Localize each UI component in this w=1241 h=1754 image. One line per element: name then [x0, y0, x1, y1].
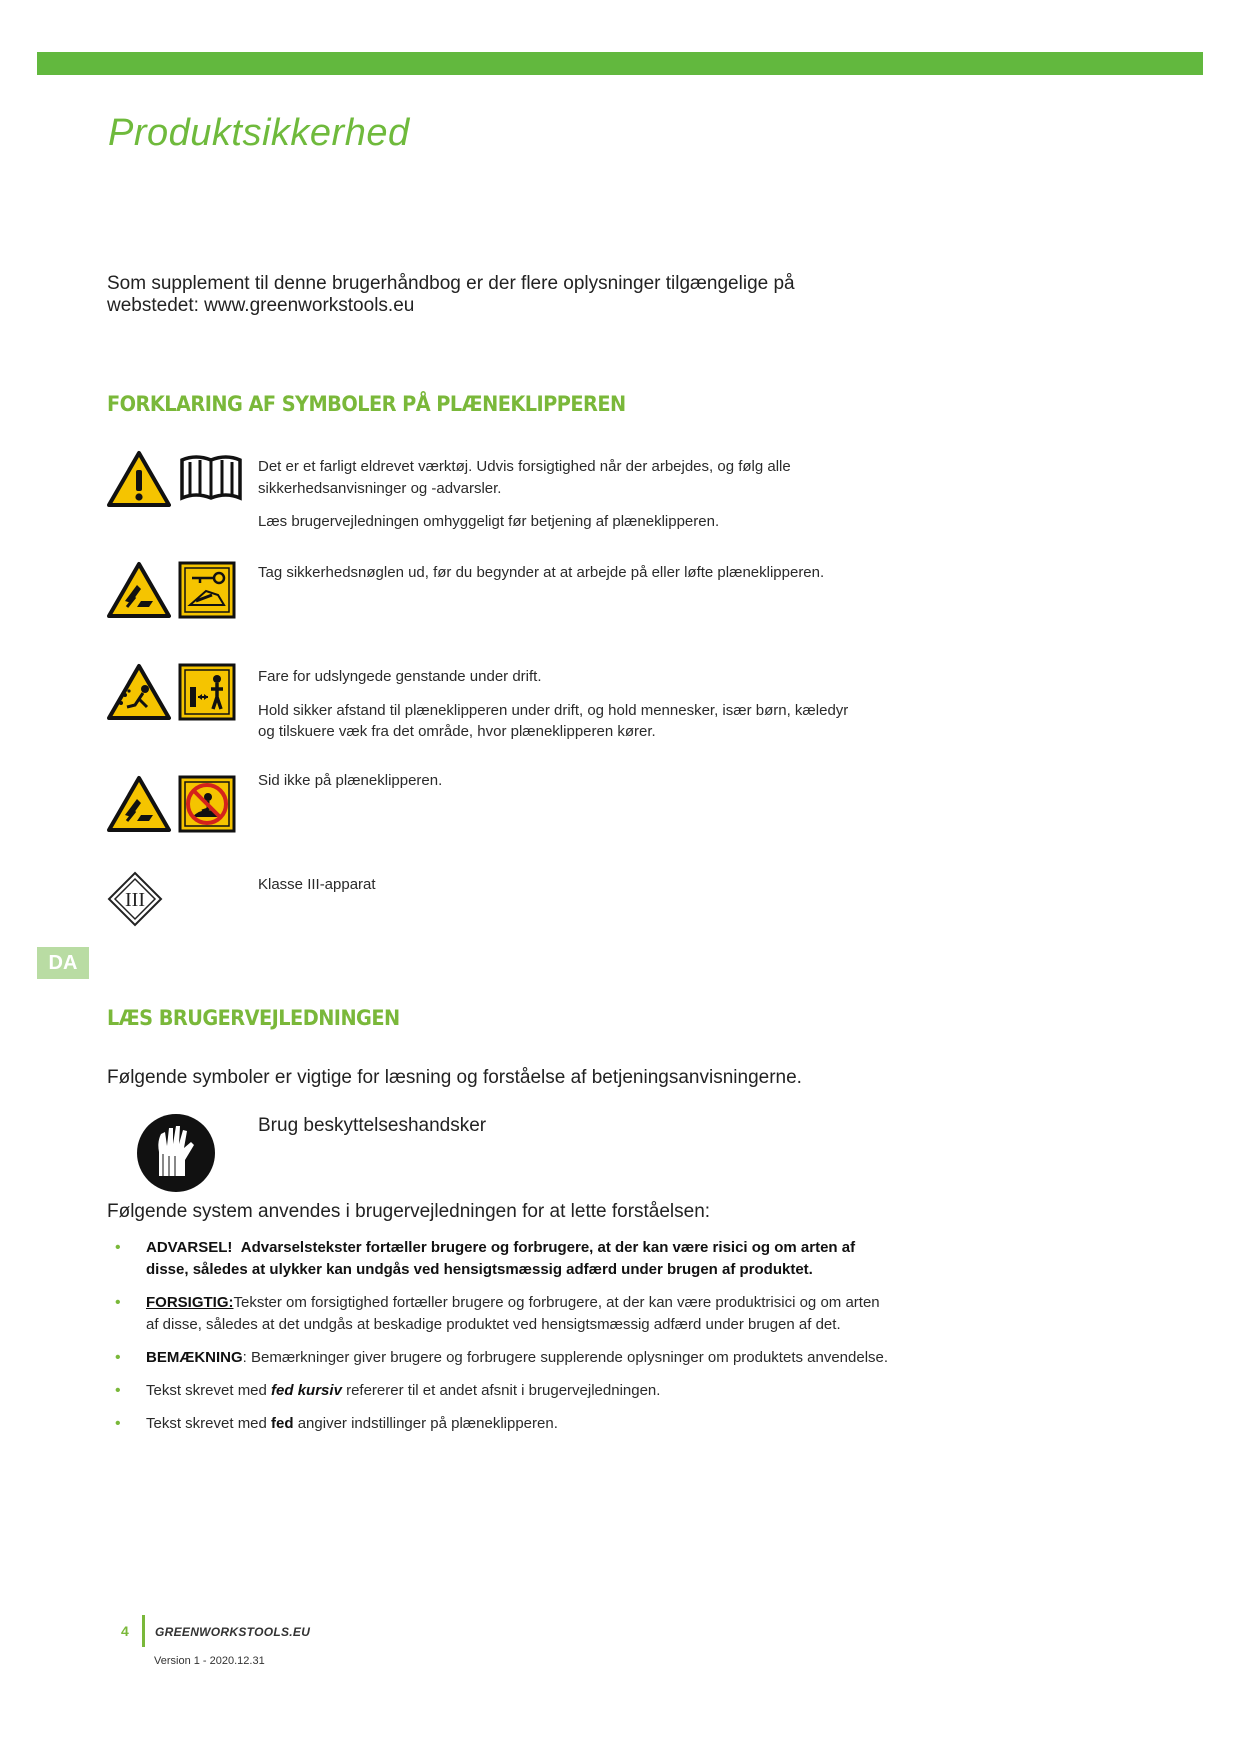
read-manual-book-icon — [178, 452, 244, 504]
remove-safety-key-icon — [178, 561, 236, 619]
intro-text: Som supplement til denne brugerhåndbog er der flere oplysninger tilgængelige på webstedet: www.greenworkstools.eu — [107, 273, 795, 316]
list-item: • Tekst skrevet med fed angiver indstillinger på plæneklipperen. — [107, 1413, 892, 1435]
list-item: • FORSIGTIG:Tekster om forsigtighed fortæller brugere og forbrugere, at der kan være produktrisici og om arten af disse, således at det undgås at beskadige produktet ved hensigtsmæssig adfærd under brugen af det. — [115, 1294, 880, 1333]
warning-exclamation-icon — [107, 450, 171, 508]
symbol-row-1-text — [258, 456, 868, 545]
symbol-row-2-text — [258, 562, 868, 596]
symbol-row-3-text — [258, 666, 868, 755]
symbol-description: Det er et farligt eldrevet værktøj. Udvis forsigtighed når der arbejdes, og følg alle sikkerhedsanvisninger og -advarsler. — [258, 458, 791, 497]
symbol-description: Tag sikkerhedsnøglen ud, før du begynder at at arbejde på eller løfte plæneklipperen. — [258, 564, 825, 581]
list-item: • Tekst skrevet med fed kursiv refererer til et andet afsnit i brugervejledningen. — [107, 1380, 892, 1402]
symbol-description: Klasse III-apparat — [258, 876, 376, 893]
list-item: • ADVARSEL! Advarselstekster fortæller brugere og forbrugere, at der kan være risici og om arten af disse, således at ulykker kan undgås ved hensigtsmæssig adfærd under brugen af produktet. — [115, 1239, 856, 1278]
footer-divider — [142, 1615, 145, 1647]
class-iii-icon — [107, 871, 163, 927]
bullet-icon: • — [115, 1294, 121, 1311]
system-intro-text: Følgende system anvendes i brugervejledningen for at lette forståelsen: — [107, 1201, 711, 1222]
convention-list — [107, 1237, 892, 1446]
symbol-row-4-text — [258, 770, 868, 804]
symbol-description: Sid ikke på plæneklipperen. — [258, 772, 443, 789]
symbol-description: Hold sikker afstand til plæneklipperen under drift, og hold mennesker, især børn, kæledyr og tilskuere væk fra det område, hvor plæneklipperen kører. — [258, 701, 849, 740]
protective-gloves-icon — [135, 1112, 217, 1194]
symbol-row-5-text — [258, 874, 868, 908]
bullet-icon: • — [115, 1415, 121, 1432]
bullet-icon: • — [115, 1349, 121, 1366]
top-brand-bar — [37, 52, 1203, 75]
glove-symbol-label: Brug beskyttelseshandsker — [258, 1115, 487, 1136]
blade-hazard-warning-icon — [107, 561, 171, 619]
bullet-icon: • — [115, 1239, 121, 1256]
language-tab: DA — [37, 947, 89, 979]
symbol-description: Fare for udslyngede genstande under drift. — [258, 668, 542, 685]
page-number: 4 — [121, 1623, 129, 1639]
footer-version: Version 1 - 2020.12.31 — [154, 1655, 265, 1667]
symbol-description: Læs brugervejledningen omhyggeligt før betjening af plæneklipperen. — [258, 513, 720, 530]
keep-distance-icon — [178, 663, 236, 721]
footer-website: GREENWORKSTOOLS.EU — [155, 1625, 311, 1639]
section-heading-symbols: FORKLARING AF SYMBOLER PÅ PLÆNEKLIPPEREN — [107, 392, 626, 416]
no-riding-icon — [178, 775, 236, 833]
blade-hazard-warning-icon — [107, 775, 171, 833]
svg-text:III: III — [125, 889, 145, 911]
section-heading-read-manual: LÆS BRUGERVEJLEDNINGEN — [107, 1006, 400, 1030]
page-title: Produktsikkerhed — [108, 112, 410, 154]
bullet-icon: • — [115, 1382, 121, 1399]
thrown-objects-warning-icon — [107, 663, 171, 721]
symbols-intro-text: Følgende symboler er vigtige for læsning og forståelse af betjeningsanvisningerne. — [107, 1067, 802, 1088]
list-item: • BEMÆKNING: Bemærkninger giver brugere og forbrugere supplerende oplysninger om produktets anvendelse. — [107, 1347, 892, 1369]
